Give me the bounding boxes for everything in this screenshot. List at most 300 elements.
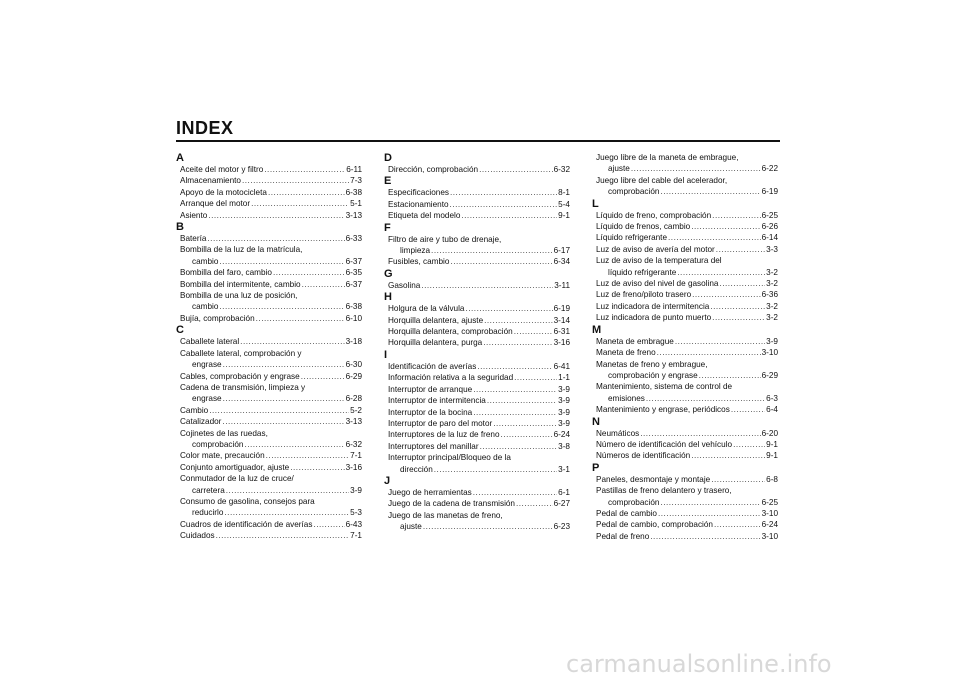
entry-text: Arranque del motor bbox=[180, 199, 251, 209]
leader-dots bbox=[461, 210, 557, 221]
index-entry bbox=[592, 347, 778, 358]
index-entry bbox=[384, 498, 570, 509]
entry-text: Interruptor de arranque bbox=[388, 384, 473, 394]
entry-text: Luz indicadora de intermitencia bbox=[596, 301, 710, 311]
entry-page: 8-1 bbox=[558, 188, 570, 198]
index-entry-multiline bbox=[384, 510, 570, 533]
entry-page: 7-3 bbox=[350, 176, 362, 186]
entry-text: Cables, comprobación y engrase bbox=[180, 371, 300, 381]
index-entry bbox=[384, 487, 570, 498]
leader-dots bbox=[226, 485, 349, 496]
leader-dots bbox=[477, 361, 552, 372]
leader-dots bbox=[242, 175, 349, 186]
entry-page: 6-23 bbox=[553, 522, 570, 532]
leader-dots bbox=[209, 405, 349, 416]
entry-text: Interruptor de la bocina bbox=[388, 407, 473, 417]
entry-text: Dirección, comprobación bbox=[388, 165, 479, 174]
index-entry bbox=[176, 450, 362, 461]
leader-dots bbox=[465, 303, 552, 314]
index-entry-multiline bbox=[592, 175, 778, 198]
entry-text-line1: Interruptor principal/Bloqueo de la bbox=[388, 453, 511, 463]
entry-text-line1: Caballete lateral, comprobación y bbox=[180, 348, 302, 358]
index-entry bbox=[596, 163, 778, 174]
entry-page: 3-13 bbox=[345, 417, 362, 427]
entry-page: 9-1 bbox=[766, 439, 778, 449]
index-entry bbox=[176, 198, 362, 209]
entry-text-line1: Pastillas de freno delantero y trasero, bbox=[596, 486, 732, 496]
entry-page: 5-4 bbox=[558, 199, 570, 209]
entry-text: Interruptor de intermitencia bbox=[388, 396, 486, 406]
entry-text-line1: Mantenimiento, sistema de control de bbox=[596, 382, 733, 392]
index-entry-multiline bbox=[176, 473, 362, 496]
entry-page: 6-26 bbox=[761, 222, 778, 232]
entry-text-line1: Juego libre del cable del acelerador, bbox=[596, 175, 728, 185]
index-entry bbox=[592, 519, 778, 530]
entry-text: comprobación bbox=[608, 187, 660, 197]
index-entry bbox=[592, 278, 778, 289]
entry-text-line1: Filtro de aire y tubo de drenaje, bbox=[388, 234, 502, 244]
entry-page: 6-11 bbox=[346, 165, 362, 174]
index-section-G bbox=[384, 268, 570, 291]
entry-text: Horquilla delantera, comprobación bbox=[388, 327, 513, 337]
index-entry bbox=[384, 441, 570, 452]
section-letter: H bbox=[384, 291, 392, 304]
entry-page: 6-34 bbox=[553, 257, 570, 267]
index-entry bbox=[176, 175, 362, 186]
index-entry-multiline bbox=[592, 485, 778, 508]
index-entry bbox=[176, 371, 362, 382]
index-section-N bbox=[592, 416, 778, 462]
entry-page: 3-10 bbox=[761, 508, 778, 518]
index-entry bbox=[592, 289, 778, 300]
entry-page: 3-10 bbox=[761, 348, 778, 358]
leader-dots bbox=[216, 530, 350, 541]
index-entry bbox=[596, 186, 778, 197]
section-letter: F bbox=[384, 221, 391, 234]
leader-dots bbox=[240, 336, 344, 347]
entry-page: 3-18 bbox=[345, 337, 362, 347]
index-entry bbox=[176, 233, 362, 244]
section-letter: D bbox=[384, 152, 392, 164]
leader-dots bbox=[514, 326, 553, 337]
index-section-D bbox=[384, 152, 570, 175]
leader-dots bbox=[657, 347, 761, 358]
entry-page: 6-28 bbox=[345, 394, 362, 404]
entry-text: Paneles, desmontaje y montaje bbox=[596, 474, 711, 484]
index-entry-multiline bbox=[176, 496, 362, 519]
entry-text: Luz de aviso de avería del motor bbox=[596, 244, 715, 254]
entry-page: 6-19 bbox=[553, 304, 570, 314]
index-entry-multiline bbox=[176, 348, 362, 371]
entry-page: 6-25 bbox=[761, 210, 778, 220]
watermark: carmanualsonline.info bbox=[566, 650, 832, 678]
entry-page: 6-35 bbox=[345, 268, 362, 278]
entry-page: 6-29 bbox=[761, 370, 778, 380]
entry-page: 3-2 bbox=[766, 279, 778, 289]
index-entry bbox=[384, 429, 570, 440]
entry-page: 3-9 bbox=[350, 485, 362, 495]
entry-text: Horquilla delantera, ajuste bbox=[388, 315, 484, 325]
entry-page: 3-9 bbox=[558, 384, 570, 394]
entry-page: 3-9 bbox=[558, 407, 570, 417]
entry-page: 6-24 bbox=[761, 520, 778, 530]
index-entry bbox=[180, 485, 362, 496]
index-section-J bbox=[384, 475, 570, 533]
leader-dots bbox=[710, 301, 765, 312]
index-entry bbox=[384, 210, 570, 221]
section-letter: C bbox=[176, 324, 184, 337]
entry-page: 6-19 bbox=[761, 187, 778, 197]
leader-dots bbox=[423, 521, 553, 532]
leader-dots bbox=[714, 519, 761, 530]
entry-text: Bombilla del faro, cambio bbox=[180, 268, 272, 278]
index-entry bbox=[592, 508, 778, 519]
leader-dots bbox=[712, 210, 760, 221]
index-entry bbox=[176, 210, 362, 221]
index-entry bbox=[180, 256, 362, 267]
index-entry-multiline bbox=[176, 290, 362, 313]
entry-text: Fusibles, cambio bbox=[388, 257, 450, 267]
entry-text: Luz indicadora de punto muerto bbox=[596, 313, 712, 323]
index-entry bbox=[180, 439, 362, 450]
leader-dots bbox=[434, 464, 557, 475]
entry-page: 6-31 bbox=[553, 327, 570, 337]
index-entry bbox=[592, 428, 778, 439]
entry-page: 6-29 bbox=[345, 371, 362, 381]
index-entry bbox=[384, 395, 570, 406]
entry-page: 6-27 bbox=[553, 499, 570, 509]
entry-page: 6-17 bbox=[553, 246, 570, 256]
entry-text-line1: Juego de las manetas de freno, bbox=[388, 510, 503, 520]
entry-text: Holgura de la válvula bbox=[388, 304, 465, 314]
leader-dots bbox=[731, 404, 765, 415]
entry-text: Líquido de frenos, cambio bbox=[596, 222, 691, 232]
index-entry bbox=[592, 474, 778, 485]
index-entry bbox=[384, 187, 570, 198]
entry-page: 3-14 bbox=[553, 315, 570, 325]
leader-dots bbox=[716, 244, 765, 255]
entry-text: Aceite del motor y filtro bbox=[180, 165, 264, 174]
entry-text-line1: Luz de aviso de la temperatura del bbox=[596, 256, 722, 266]
leader-dots bbox=[658, 508, 761, 519]
entry-text: comprobación bbox=[192, 439, 244, 449]
leader-dots bbox=[516, 498, 553, 509]
leader-dots bbox=[483, 337, 552, 348]
index-entry bbox=[384, 418, 570, 429]
entry-text: Color mate, precaución bbox=[180, 451, 265, 461]
entry-page: 7-1 bbox=[350, 451, 362, 461]
leader-dots bbox=[473, 384, 557, 395]
index-entry-multiline bbox=[176, 244, 362, 267]
index-entry bbox=[592, 301, 778, 312]
entry-page: 7-1 bbox=[350, 531, 362, 541]
entry-text-line1: Cojinetes de las ruedas, bbox=[180, 428, 268, 438]
index-entry bbox=[180, 359, 362, 370]
leader-dots bbox=[646, 393, 765, 404]
entry-text: Luz de freno/piloto trasero bbox=[596, 290, 692, 300]
entry-text: cambio bbox=[192, 256, 219, 266]
entry-text: Horquilla delantera, purga bbox=[388, 338, 483, 348]
entry-text: engrase bbox=[192, 394, 222, 404]
entry-page: 3-16 bbox=[345, 462, 362, 472]
index-section-L bbox=[592, 198, 778, 324]
entry-text: Cuadros de identificación de averías bbox=[180, 519, 313, 529]
index-entry bbox=[180, 507, 362, 518]
section-letter: B bbox=[176, 221, 184, 234]
entry-text-line1: Cadena de transmisión, limpieza y bbox=[180, 382, 306, 392]
section-letter: P bbox=[592, 461, 600, 474]
leader-dots bbox=[660, 186, 760, 197]
title-divider bbox=[176, 140, 780, 142]
leader-dots bbox=[273, 267, 345, 278]
entry-text: ajuste bbox=[608, 164, 630, 174]
entry-text: Cambio bbox=[180, 405, 209, 415]
index-column-3 bbox=[592, 152, 778, 542]
entry-text: Pedal de cambio, comprobación bbox=[596, 520, 713, 530]
leader-dots bbox=[421, 280, 553, 291]
index-entry bbox=[384, 256, 570, 267]
entry-page: 1-1 bbox=[558, 373, 570, 383]
leader-dots bbox=[699, 370, 761, 381]
entry-text: Asiento bbox=[180, 210, 208, 220]
index-entry bbox=[388, 245, 570, 256]
leader-dots bbox=[733, 439, 765, 450]
index-section-I bbox=[384, 349, 570, 475]
entry-page: 6-8 bbox=[766, 474, 778, 484]
index-entry bbox=[176, 279, 362, 290]
entry-text: Números de identificación bbox=[596, 451, 691, 461]
entry-text: Líquido refrigerante bbox=[596, 233, 668, 243]
entry-page: 3-10 bbox=[761, 531, 778, 541]
entry-text: ajuste bbox=[400, 522, 422, 532]
index-entry bbox=[592, 404, 778, 415]
leader-dots bbox=[668, 232, 761, 243]
entry-text: reducirlo bbox=[192, 508, 224, 518]
index-entry bbox=[176, 313, 362, 324]
entry-text: Líquido de freno, comprobación bbox=[596, 210, 712, 220]
index-entry bbox=[596, 497, 778, 508]
entry-text: Interruptores del manillar bbox=[388, 441, 479, 451]
leader-dots bbox=[219, 256, 344, 267]
entry-page: 6-38 bbox=[345, 187, 362, 197]
entry-text: Estacionamiento bbox=[388, 199, 449, 209]
entry-page: 6-30 bbox=[345, 360, 362, 370]
entry-text: Bujía, comprobación bbox=[180, 313, 255, 323]
leader-dots bbox=[251, 198, 349, 209]
entry-text: cambio bbox=[192, 302, 219, 312]
entry-page: 5-3 bbox=[350, 508, 362, 518]
section-letter: N bbox=[592, 415, 600, 428]
index-section-F bbox=[384, 222, 570, 268]
entry-page: 6-3 bbox=[766, 393, 778, 403]
leader-dots bbox=[479, 164, 553, 175]
index-entry-multiline bbox=[176, 382, 362, 405]
leader-dots bbox=[450, 187, 557, 198]
entry-page: 3-8 bbox=[558, 441, 570, 451]
index-entry bbox=[592, 336, 778, 347]
index-section-J-continued bbox=[592, 152, 778, 198]
entry-page: 3-2 bbox=[766, 267, 778, 277]
entry-page: 6-14 bbox=[761, 233, 778, 243]
entry-text: comprobación y engrase bbox=[608, 370, 698, 380]
leader-dots bbox=[484, 315, 552, 326]
leader-dots bbox=[677, 267, 765, 278]
leader-dots bbox=[514, 372, 557, 383]
entry-page: 3-2 bbox=[766, 313, 778, 323]
index-entry bbox=[384, 164, 570, 175]
leader-dots bbox=[256, 313, 345, 324]
leader-dots bbox=[290, 462, 344, 473]
leader-dots bbox=[650, 531, 760, 542]
index-entry bbox=[592, 531, 778, 542]
entry-page: 6-4 bbox=[766, 405, 778, 415]
index-section-P bbox=[592, 462, 778, 542]
leader-dots bbox=[301, 371, 345, 382]
entry-text: Interruptores de la luz de freno bbox=[388, 430, 500, 440]
leader-dots bbox=[493, 418, 557, 429]
index-section-A bbox=[176, 152, 362, 221]
index-entry bbox=[176, 462, 362, 473]
entry-text: Pedal de cambio bbox=[596, 508, 657, 518]
leader-dots bbox=[219, 301, 344, 312]
index-entry-multiline bbox=[176, 428, 362, 451]
entry-text: Juego de herramientas bbox=[388, 487, 472, 497]
entry-page: 6-10 bbox=[345, 313, 362, 323]
entry-page: 5-2 bbox=[350, 405, 362, 415]
leader-dots bbox=[223, 393, 345, 404]
index-entry bbox=[592, 210, 778, 221]
page-title: INDEX bbox=[176, 118, 234, 138]
entry-text: Caballete lateral bbox=[180, 337, 240, 347]
index-entry bbox=[384, 280, 570, 291]
index-entry bbox=[592, 312, 778, 323]
entry-page: 6-25 bbox=[761, 497, 778, 507]
index-entry-multiline bbox=[592, 152, 778, 175]
entry-page: 6-36 bbox=[761, 290, 778, 300]
entry-page: 3-9 bbox=[558, 418, 570, 428]
entry-text: dirección bbox=[400, 464, 433, 474]
entry-text-line1: Bombilla de la luz de la matrícula, bbox=[180, 245, 303, 255]
entry-page: 3-9 bbox=[558, 396, 570, 406]
leader-dots bbox=[244, 439, 344, 450]
index-entry bbox=[384, 384, 570, 395]
entry-text: Juego de la cadena de transmisión bbox=[388, 499, 515, 509]
leader-dots bbox=[222, 416, 344, 427]
entry-page: 6-37 bbox=[345, 256, 362, 266]
entry-page: 6-38 bbox=[345, 302, 362, 312]
entry-page: 6-24 bbox=[553, 430, 570, 440]
leader-dots bbox=[501, 429, 553, 440]
entry-page: 6-33 bbox=[345, 234, 362, 244]
leader-dots bbox=[266, 450, 350, 461]
leader-dots bbox=[640, 428, 760, 439]
entry-page: 3-13 bbox=[345, 210, 362, 220]
entry-text: Maneta de freno bbox=[596, 348, 656, 358]
entry-text: Batería bbox=[180, 234, 207, 244]
index-section-H bbox=[384, 291, 570, 349]
entry-text-line1: Consumo de gasolina, consejos para bbox=[180, 496, 315, 506]
entry-page: 5-1 bbox=[350, 199, 362, 209]
entry-text: Mantenimiento y engrase, periódicos bbox=[596, 405, 730, 415]
leader-dots bbox=[660, 497, 760, 508]
index-entry bbox=[180, 301, 362, 312]
entry-text: Cuidados bbox=[180, 531, 215, 541]
entry-text: engrase bbox=[192, 360, 222, 370]
leader-dots bbox=[487, 395, 557, 406]
index-entry-multiline bbox=[384, 452, 570, 475]
index-entry bbox=[596, 393, 778, 404]
entry-text: Apoyo de la motocicleta bbox=[180, 187, 267, 197]
section-letter: G bbox=[384, 267, 393, 280]
entry-text: Gasolina bbox=[388, 280, 421, 290]
entry-text: Número de identificación del vehículo bbox=[596, 439, 733, 449]
section-letter: L bbox=[592, 197, 599, 210]
entry-page: 9-1 bbox=[766, 451, 778, 461]
index-section-B bbox=[176, 221, 362, 324]
entry-page: 6-32 bbox=[345, 439, 362, 449]
index-entry-multiline bbox=[592, 381, 778, 404]
entry-page: 3-1 bbox=[558, 464, 570, 474]
leader-dots bbox=[313, 519, 344, 530]
entry-page: 9-1 bbox=[558, 211, 570, 221]
index-section-C bbox=[176, 324, 362, 541]
entry-text-line1: Juego libre de la maneta de embrague, bbox=[596, 153, 739, 162]
index-entry bbox=[592, 232, 778, 243]
index-entry bbox=[176, 267, 362, 278]
entry-text: Identificación de averías bbox=[388, 361, 477, 371]
entry-text: Información relativa a la seguridad bbox=[388, 373, 514, 383]
entry-page: 6-1 bbox=[558, 487, 570, 497]
leader-dots bbox=[450, 199, 558, 210]
entry-page: 3-3 bbox=[766, 244, 778, 254]
index-entry bbox=[388, 521, 570, 532]
index-section-M bbox=[592, 324, 778, 416]
section-letter: J bbox=[384, 474, 391, 487]
index-entry bbox=[592, 450, 778, 461]
leader-dots bbox=[224, 507, 349, 518]
entry-page: 6-43 bbox=[345, 519, 362, 529]
leader-dots bbox=[712, 312, 765, 323]
entry-page: 6-41 bbox=[553, 361, 570, 371]
index-entry bbox=[176, 336, 362, 347]
index-entry bbox=[176, 530, 362, 541]
entry-text: líquido refrigerante bbox=[608, 267, 677, 277]
entry-text: Conjunto amortiguador, ajuste bbox=[180, 462, 290, 472]
entry-text: Almacenamiento bbox=[180, 176, 241, 186]
index-entry-multiline bbox=[384, 234, 570, 257]
entry-text-line1: Conmutador de la luz de cruce/ bbox=[180, 474, 294, 484]
entry-text: limpieza bbox=[400, 246, 431, 256]
section-letter: A bbox=[176, 152, 184, 164]
leader-dots bbox=[473, 487, 557, 498]
leader-dots bbox=[692, 289, 760, 300]
entry-page: 3-11 bbox=[554, 280, 570, 290]
index-entry bbox=[592, 244, 778, 255]
index-entry bbox=[592, 439, 778, 450]
entry-text: comprobación bbox=[608, 497, 660, 507]
entry-text: carretera bbox=[192, 485, 225, 495]
leader-dots bbox=[631, 163, 761, 174]
leader-dots bbox=[675, 336, 765, 347]
entry-text: Pedal de freno bbox=[596, 531, 650, 541]
leader-dots bbox=[711, 474, 765, 485]
leader-dots bbox=[431, 245, 553, 256]
index-entry bbox=[388, 464, 570, 475]
entry-text: Especificaciones bbox=[388, 188, 449, 198]
entry-text: Etiqueta del modelo bbox=[388, 211, 461, 221]
section-letter: I bbox=[384, 348, 388, 361]
entry-page: 6-20 bbox=[761, 428, 778, 438]
